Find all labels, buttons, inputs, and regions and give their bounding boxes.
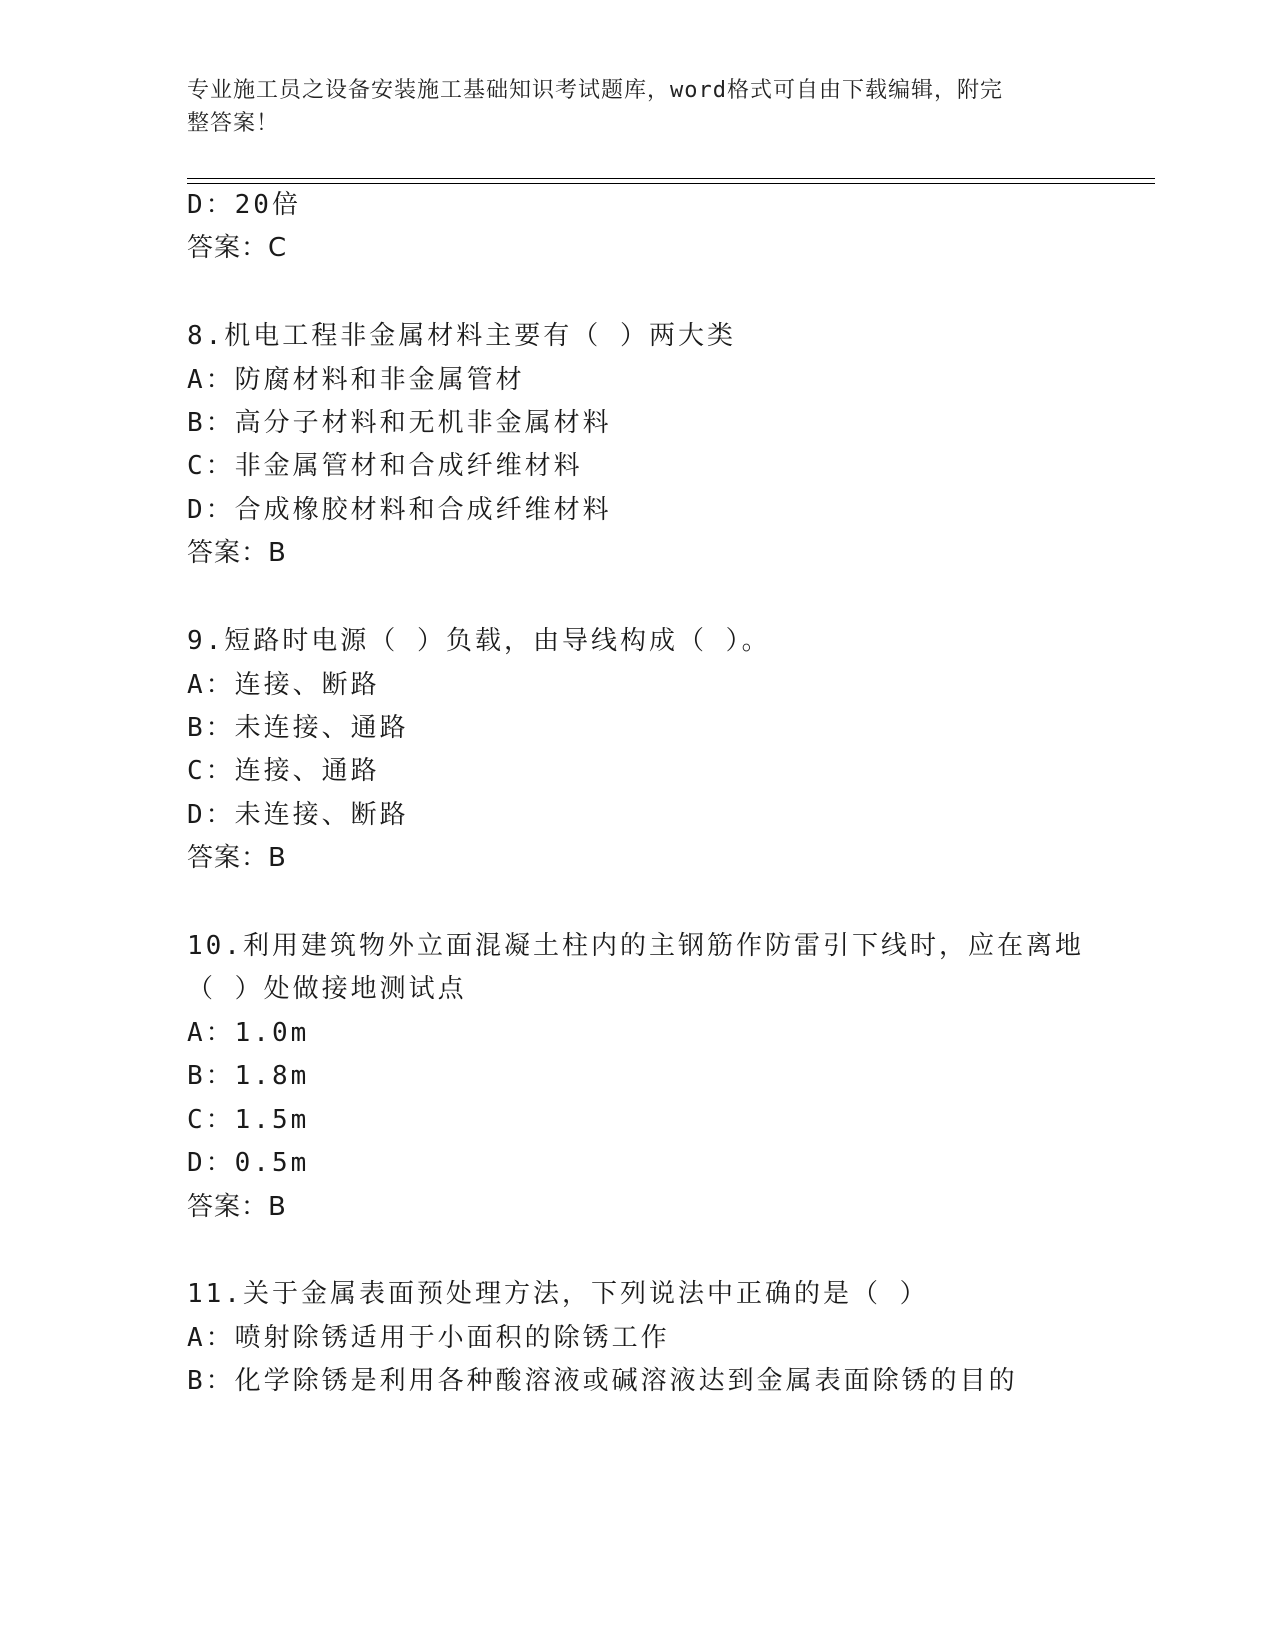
option-b-q10: B：1.8m xyxy=(187,1061,310,1091)
header-rule-bottom xyxy=(187,183,1155,184)
page-header xyxy=(187,74,1067,140)
question-11: 11.关于金属表面预处理方法，下列说法中正确的是（ ） xyxy=(187,1279,929,1309)
option-a-q8: A：防腐材料和非金属管材 xyxy=(187,365,525,395)
option-d-q9: D：未连接、断路 xyxy=(187,800,409,830)
option-a-q9: A：连接、断路 xyxy=(187,670,380,700)
header-title-line-1: 专业施工员之设备安装施工基础知识考试题库，word格式可自由下载编辑，附完 xyxy=(187,78,1003,103)
answer-q10: 答案：B xyxy=(187,1192,287,1222)
option-d-q8: D：合成橡胶材料和合成纤维材料 xyxy=(187,495,612,525)
header-title-line-2: 整答案！ xyxy=(187,111,280,136)
option-a-q10: A：1.0m xyxy=(187,1018,310,1048)
question-10-line-1: 10.利用建筑物外立面混凝土柱内的主钢筋作防雷引下线时，应在离地 xyxy=(187,931,1084,961)
option-d-q10: D：0.5m xyxy=(187,1148,310,1178)
question-8: 8.机电工程非金属材料主要有（ ）两大类 xyxy=(187,321,736,351)
question-9: 9.短路时电源（ ）负载，由导线构成（ ）。 xyxy=(187,626,771,656)
answer-q7: 答案：C xyxy=(187,233,288,263)
answer-q8: 答案：B xyxy=(187,538,287,568)
answer-q9: 答案：B xyxy=(187,843,287,873)
option-c-q10: C：1.5m xyxy=(187,1105,310,1135)
header-rule-top xyxy=(187,178,1155,179)
option-b-q8: B：高分子材料和无机非金属材料 xyxy=(187,408,612,438)
option-a-q11: A：喷射除锈适用于小面积的除锈工作 xyxy=(187,1323,670,1353)
question-10-line-2: （ ）处做接地测试点 xyxy=(187,974,467,1004)
option-c-q9: C：连接、通路 xyxy=(187,756,380,786)
option-b-q11: B：化学除锈是利用各种酸溶液或碱溶液达到金属表面除锈的目的 xyxy=(187,1366,1018,1396)
option-b-q9: B：未连接、通路 xyxy=(187,713,409,743)
option-d-q7: D：20倍 xyxy=(187,190,301,220)
option-c-q8: C：非金属管材和合成纤维材料 xyxy=(187,451,583,481)
